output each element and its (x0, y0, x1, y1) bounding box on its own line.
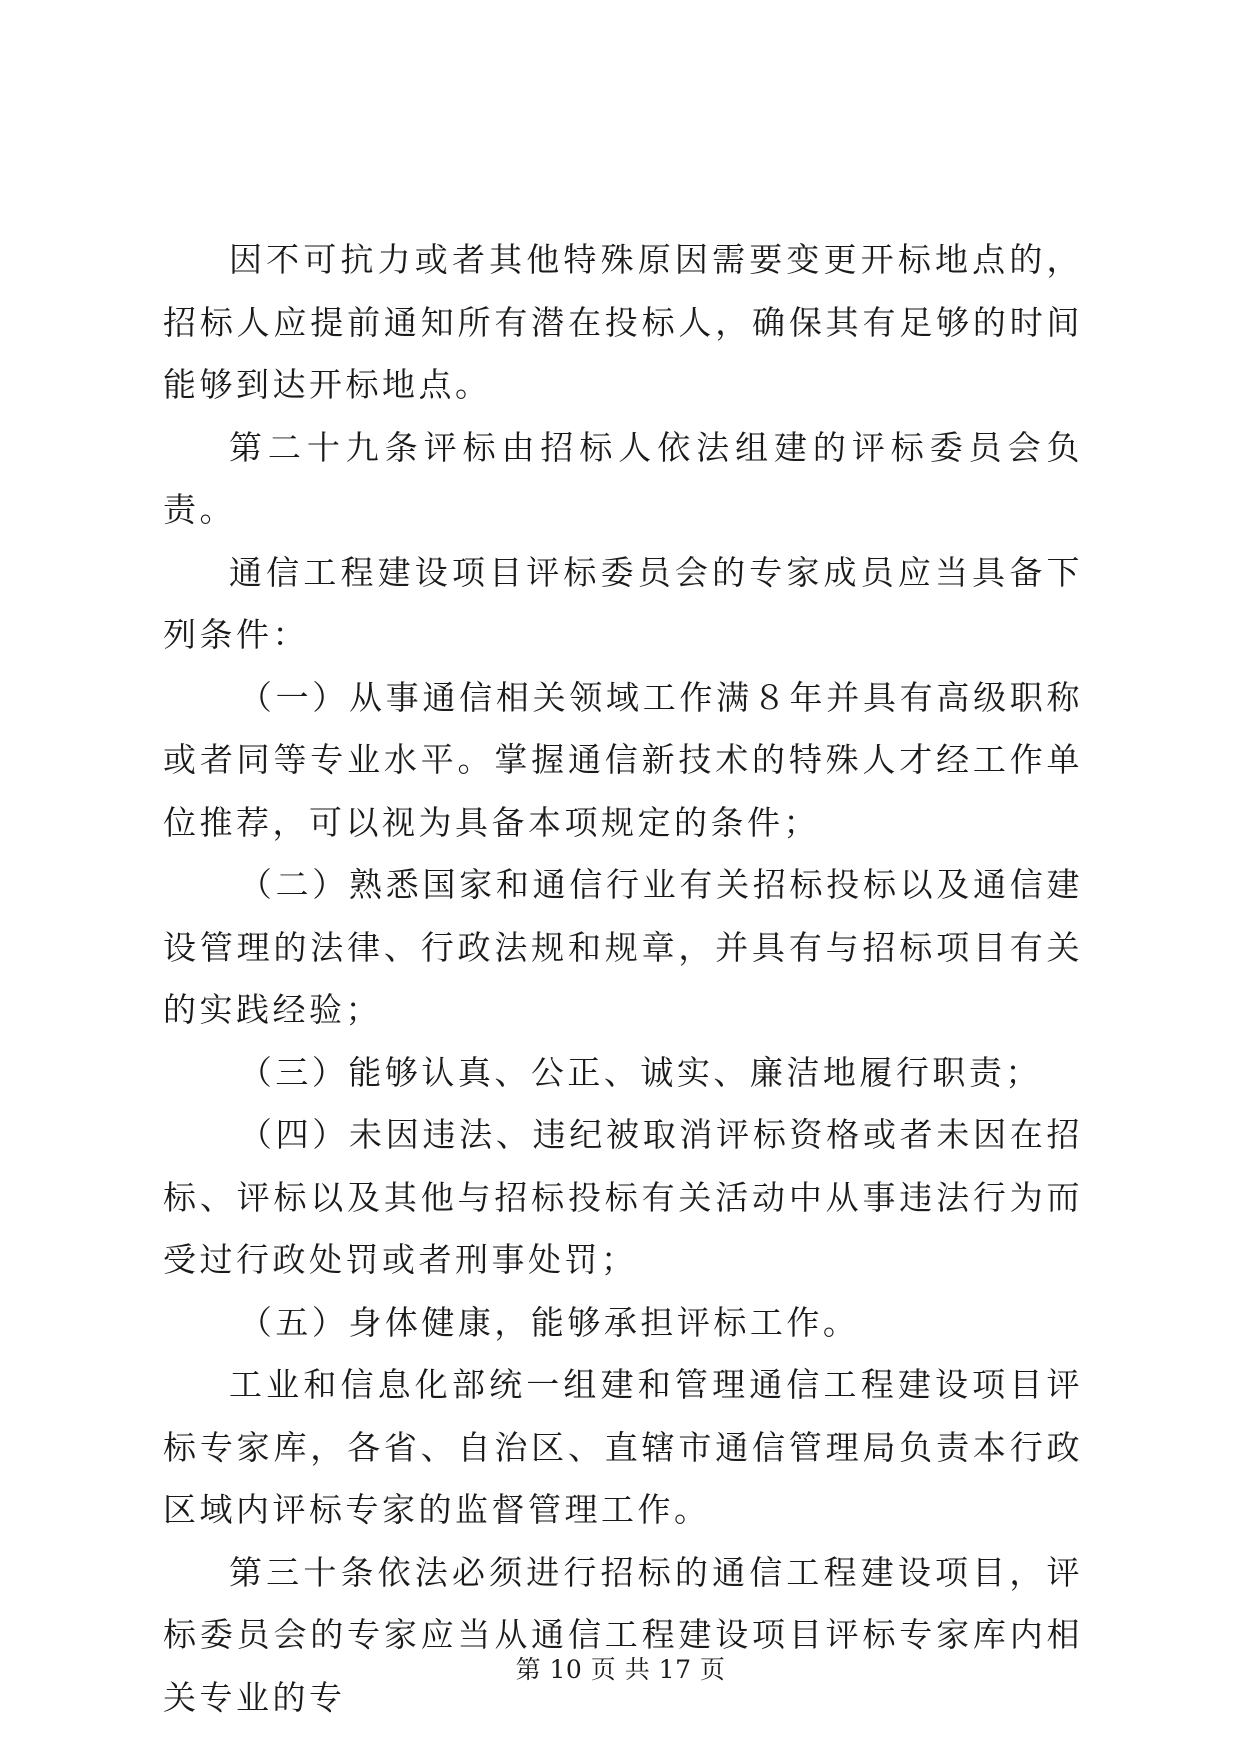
paragraph-venue-change: 因不可抗力或者其他特殊原因需要变更开标地点的，招标人应提前通知所有潜在投标人，确保其有足够的时间能够到达开标地点。 (163, 240, 1083, 404)
list-item-condition-4: （四）未因违法、违纪被取消评标资格或者未因在招标、评标以及其他与招标投标有关活动中从事违法行为而受过行政处罚或者刑事处罚； (163, 1115, 1083, 1279)
page-number-footer: 第 10 页 共 17 页 (515, 1655, 726, 1684)
paragraph-article-29: 第二十九条评标由招标人依法组建的评标委员会负责。 (163, 427, 1083, 529)
list-item-condition-5: （五）身体健康，能够承担评标工作。 (238, 1302, 860, 1342)
paragraph-expert-conditions: 通信工程建设项目评标委员会的专家成员应当具备下列条件： (163, 552, 1083, 654)
list-item-condition-1: （一）从事通信相关领域工作满８年并具有高级职称或者同等专业水平。掌握通信新技术的特殊人才经工作单位推荐，可以视为具备本项规定的条件； (163, 677, 1083, 842)
list-item-condition-2: （二）熟悉国家和通信行业有关招标投标以及通信建设管理的法律、行政法规和规章，并具有与招标项目有关的实践经验； (163, 865, 1083, 1029)
paragraph-expert-database: 工业和信息化部统一组建和管理通信工程建设项目评标专家库，各省、自治区、直辖市通信管理局负责本行政区域内评标专家的监督管理工作。 (163, 1365, 1083, 1529)
list-item-condition-3: （三）能够认真、公正、诚实、廉洁地履行职责； (238, 1052, 1042, 1092)
paragraph-article-30: 第三十条依法必须进行招标的通信工程建设项目，评标委员会的专家应当从通信工程建设项目评标专家库内相关专业的专 (163, 1552, 1083, 1717)
document-body (163, 229, 1083, 1729)
